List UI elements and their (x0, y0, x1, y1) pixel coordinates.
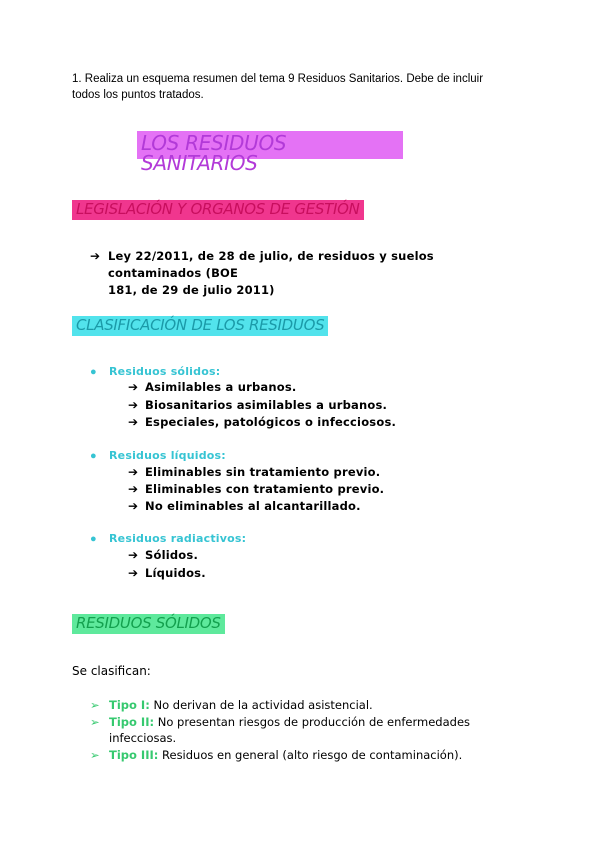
list-item-text: Líquidos. (145, 566, 206, 580)
category-liquidos (90, 449, 226, 462)
bold-arrow-icon: ➔ (128, 398, 139, 412)
category-label: Residuos radiactivos: (109, 532, 247, 545)
category-solidos (90, 365, 220, 378)
bold-arrow-icon: ➔ (90, 249, 101, 263)
tipo-label: Tipo II: (109, 715, 155, 729)
green-arrow-icon: ➢ (90, 698, 100, 712)
tipo-text-continued: infecciosas. (109, 731, 177, 745)
bold-arrow-icon: ➔ (128, 566, 139, 580)
tipo-label: Tipo III: (109, 748, 159, 762)
list-item-text: Eliminables con tratamiento previo. (145, 482, 385, 496)
intro-text (72, 71, 492, 103)
list-item (128, 398, 387, 412)
category-label: Residuos sólidos: (109, 365, 221, 378)
heading-residuos-solidos: RESIDUOS SÓLIDOS (72, 614, 225, 634)
list-item-text: Asimilables a urbanos. (145, 380, 297, 394)
bold-arrow-icon: ➔ (128, 499, 139, 513)
list-item (128, 415, 396, 429)
green-arrow-icon: ➢ (90, 715, 100, 729)
ley-item (90, 248, 530, 299)
list-item-text: Eliminables sin tratamiento previo. (145, 465, 381, 479)
document-title: LOS RESIDUOS SANITARIOS (137, 131, 403, 159)
tipo-text: Residuos en general (alto riesgo de contaminación). (162, 748, 463, 762)
bullet-icon: ● (90, 449, 97, 462)
intro-line-1: 1. Realiza un esquema resumen del tema 9 Residuos Sanitarios. Debe de incluir (72, 73, 484, 85)
bold-arrow-icon: ➔ (128, 548, 139, 562)
tipo-item (90, 747, 510, 763)
bold-arrow-icon: ➔ (128, 415, 139, 429)
tipo-text: No presentan riesgos de producción de enfermedades (157, 715, 471, 729)
clasifican-text: Se clasifican: (72, 664, 151, 678)
list-item-text: No eliminables al alcantarillado. (145, 499, 361, 513)
list-item (128, 548, 198, 562)
green-arrow-icon: ➢ (90, 748, 100, 762)
ley-text-line-2: 181, de 29 de julio 2011) (108, 283, 275, 297)
list-item (128, 482, 384, 496)
list-item-text: Biosanitarios asimilables a urbanos. (145, 398, 388, 412)
list-item (128, 465, 380, 479)
tipo-item (90, 697, 510, 713)
ley-text-line-1: Ley 22/2011, de 28 de julio, de residuos y suelos contaminados (BOE (108, 249, 434, 280)
list-item-text: Sólidos. (145, 548, 199, 562)
heading-clasificacion: CLASIFICACIÓN DE LOS RESIDUOS (72, 316, 328, 336)
list-item-text: Especiales, patológicos o infecciosos. (145, 415, 397, 429)
heading-legislacion: LEGISLACIÓN Y ORGANOS DE GESTIÓN (72, 200, 364, 220)
tipo-item (90, 714, 510, 746)
bold-arrow-icon: ➔ (128, 465, 139, 479)
category-radiactivos (90, 532, 246, 545)
list-item (128, 566, 206, 580)
bold-arrow-icon: ➔ (128, 380, 139, 394)
category-label: Residuos líquidos: (109, 449, 226, 462)
intro-line-2: todos los puntos tratados. (72, 89, 204, 101)
bullet-icon: ● (90, 532, 97, 545)
bold-arrow-icon: ➔ (128, 482, 139, 496)
bullet-icon: ● (90, 365, 97, 378)
tipo-text: No derivan de la actividad asistencial. (153, 698, 373, 712)
tipo-label: Tipo I: (109, 698, 150, 712)
list-item (128, 499, 361, 513)
list-item (128, 380, 296, 394)
